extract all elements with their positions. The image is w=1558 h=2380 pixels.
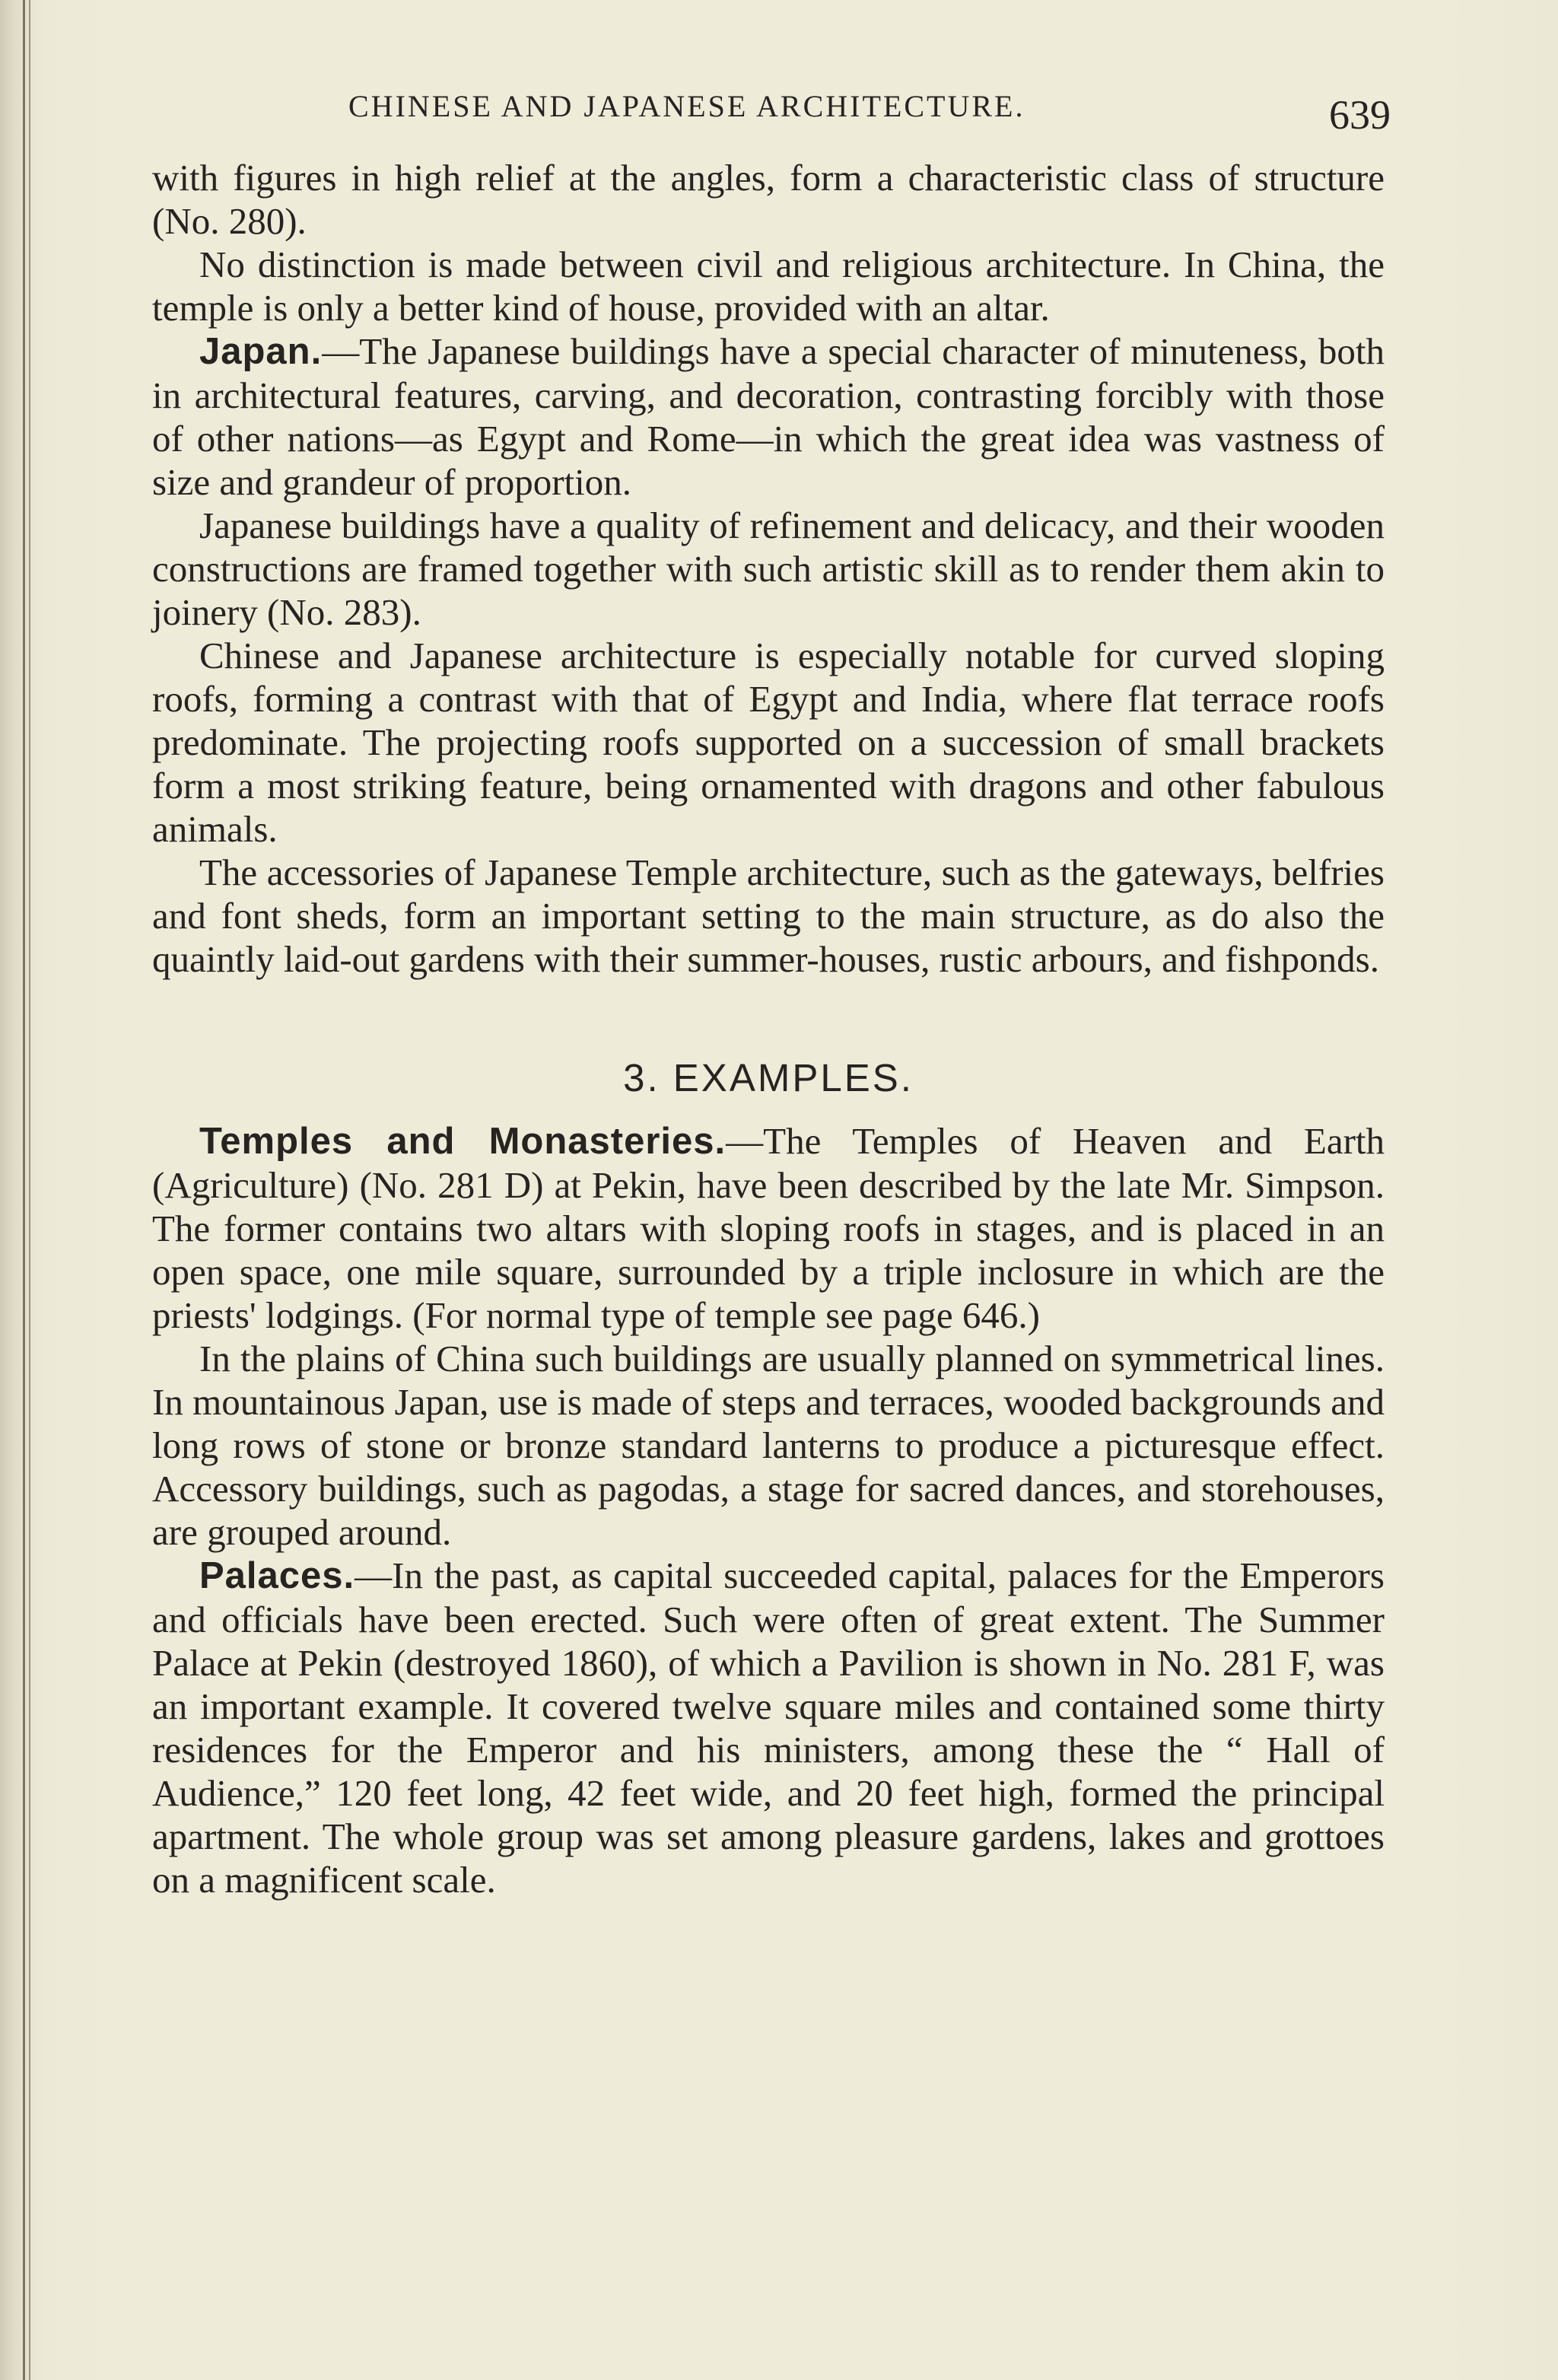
section-heading: 3. EXAMPLES. [623, 1056, 914, 1099]
body-text [152, 156, 1385, 1901]
paragraph-text: In the plains of China such buildings are usually planned on symmetrical lines. In mountainous Japan, use is made of steps and terraces, wooded backgrounds and long rows of stone or bronze standard lanterns to produce a picturesque effect. Accessory buildings, such as pagodas, a stage for sacred dances, and storehouses, are grouped around. [152, 1338, 1385, 1553]
run-in-heading-japan: Japan. [199, 331, 323, 372]
paragraph-text: Chinese and Japanese architecture is especially notable for curved sloping roofs, forming a contrast with that of Egypt and India, where flat terrace roofs predominate. The projecting roofs supported on a succession of small brackets form a most striking feature, being ornamented with dragons and other fabulous animals. [152, 635, 1385, 850]
paragraph-refinement [152, 504, 1385, 634]
paragraph-text: Japanese buildings have a quality of refinement and delicacy, and their wooden constructions are framed together with such artistic skill as to render them akin to joinery (No. 283). [152, 504, 1385, 633]
paragraph-plains [152, 1337, 1385, 1554]
paragraph-temples [152, 1119, 1385, 1337]
paragraph-text: The accessories of Japanese Temple architecture, such as the gateways, belfries and font sheds, form an important setting to the main structure, as do also the quaintly laid-out gardens with their summer-houses, rustic arbours, and fishponds. [152, 851, 1385, 980]
paragraph-accessories [152, 851, 1385, 981]
paragraph-japan [152, 329, 1385, 504]
paragraph-curved-roofs [152, 634, 1385, 851]
paragraph-text: —The Temples of Heaven and Earth (Agriculture) (No. 281 D) at Pekin, have been described by the late Mr. Simpson. The former contains two altars with sloping roofs in stages, and is placed in an open space, one mile square, surrounded by a triple inclosure in which are the priests' lodgings. (For normal type of temple see page 646.) [152, 1120, 1385, 1336]
paragraph-palaces [152, 1554, 1385, 1901]
paragraph-continuation [152, 156, 1385, 243]
page-number: 639 [1329, 92, 1391, 138]
run-in-heading-temples: Temples and Monasteries. [199, 1121, 727, 1162]
binding-line [23, 0, 25, 2380]
binding-line-secondary [29, 0, 30, 2380]
page-gutter [0, 0, 35, 2380]
paragraph-civil-religious [152, 243, 1385, 329]
paragraph-text: —The Japanese buildings have a special character of minuteness, both in architectural features, carving, and decoration, contrasting forcibly with those of other nations—as Egypt and Rome—in which the great idea was vastness of size and grandeur of proportion. [152, 330, 1385, 503]
running-head-title: CHINESE AND JAPANESE ARCHITECTURE. [348, 89, 1025, 123]
running-head [152, 82, 1400, 138]
paragraph-text: No distinction is made between civil and religious architecture. In China, the temple is only a better kind of house, provided with an altar. [152, 243, 1385, 329]
run-in-heading-palaces: Palaces. [199, 1555, 355, 1596]
paragraph-text: with figures in high relief at the angles, form a characteristic class of structure (No. 280). [152, 157, 1385, 242]
paragraph-text: —In the past, as capital succeeded capital, palaces for the Emperors and officials have been erected. Such were often of great extent. The Summer Palace at Pekin (destroyed 1860), of which a Pavilion is shown in No. 281 F, was an important example. It covered twelve square miles and contained some thirty residences for the Emperor and his ministers, among these the “ Hall of Audience,” 120 feet long, 42 feet wide, and 20 feet high, formed the principal apartment. The whole group was set among pleasure gardens, lakes and grottoes on a magnificent scale. [152, 1554, 1385, 1901]
